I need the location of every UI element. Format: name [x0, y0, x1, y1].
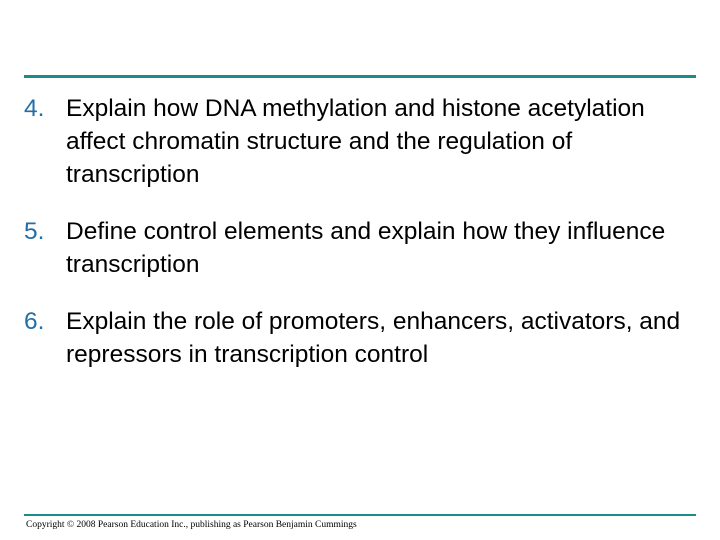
objective-text: Explain how DNA methylation and histone acetylation affect chromatin structure and the regulation of transcription — [66, 95, 645, 188]
objective-item — [24, 215, 704, 281]
objective-number: 5. — [24, 218, 45, 245]
objectives-list — [24, 92, 704, 395]
objective-item — [24, 305, 704, 371]
objective-text: Explain the role of promoters, enhancers, activators, and repressors in transcription control — [66, 308, 681, 368]
objective-item — [24, 92, 704, 191]
copyright-notice: Copyright © 2008 Pearson Education Inc., publishing as Pearson Benjamin Cummings — [26, 520, 357, 530]
objective-number: 4. — [24, 95, 45, 122]
objective-number: 6. — [24, 308, 45, 335]
top-divider — [24, 75, 696, 78]
bottom-divider — [24, 514, 696, 516]
objective-text: Define control elements and explain how they influence transcription — [66, 218, 666, 278]
